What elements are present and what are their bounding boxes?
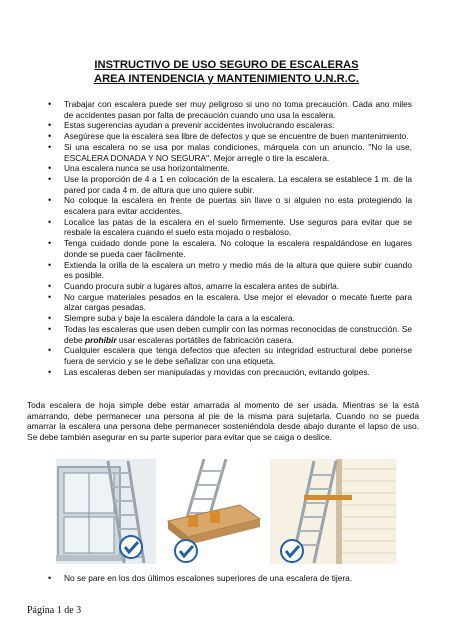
check-icon <box>175 540 197 562</box>
list-item: • Trabajar con escalera puede ser muy peligroso si uno no toma precaución. Cada ano miles de accidentes pasan por falta de precaución cuando uno usa la escalera. <box>64 99 412 120</box>
norms-text-after: usar escaleras portátiles de fabricación casera. <box>116 334 294 345</box>
document-title <box>0 59 453 86</box>
safety-bullet-list <box>64 99 412 377</box>
list-item: • Estas sugerencias ayudan a prevenir accidentes involucrando escaleras: <box>64 120 412 131</box>
list-item: • Extienda la orilla de la escalera un metro y medio más de la altura que quiere subir cuando es posible. <box>64 260 412 281</box>
ladder-window-illustration <box>56 459 156 564</box>
title-line-1: INSTRUCTIVO DE USO SEGURO DE ESCALERAS <box>94 59 359 71</box>
ladder-base-illustration <box>164 459 264 564</box>
list-item: • Use la proporción de 4 a 1 en colocación de la escalera. La escalera se establece 1 m. de la pared por cada 4 m. de altura que uno quiere subir. <box>64 174 412 195</box>
stepladder-bullet: • No se pare en los dos últimos escalones superiores de una escalera de tijera. <box>64 573 412 584</box>
check-icon <box>281 540 303 562</box>
check-icon <box>120 536 142 558</box>
list-item: • Una escalera nunca se usa horizontalmente. <box>64 163 412 174</box>
list-item: • Las escaleras deben ser manipuladas y movidas con precaución, evitando golpes. <box>64 367 412 378</box>
list-item: • No cargue materiales pesados en la escalera. Use mejor el elevador o mecate fuerte para alzar cargas pesadas. <box>64 292 412 313</box>
page-footer: Página 1 de 3 <box>27 605 82 616</box>
list-item: • Cuando procura subir a lugares altos, amarre la escalera antes de subirla. <box>64 281 412 292</box>
list-item: • No coloque la escalera en frente de puertas sin llave o si alguien no esta protegiendo la escalera para evitar accidentes. <box>64 195 412 216</box>
list-item: • Siempre suba y baje la escalera dándole la cara a la escalera. <box>64 313 412 324</box>
list-item: • Tenga cuidado donde pone la escalera. No coloque la escalera respaldándose en lugares donde se pueda caer fácilmente. <box>64 238 412 259</box>
list-item: • Localice las patas de la escalera en el suelo firmemente. Use seguros para evitar que se resbale la escalera cuando el suelo esta mojado o resbaloso. <box>64 217 412 238</box>
list-item: • Cualquier escalera que tenga defectos que afecten su integridad estructural debe ponerse fuera de servicio y se le debe señalizar con una etiqueta. <box>64 345 412 366</box>
tie-ladder-paragraph: Toda escalera de hoja simple debe estar amarrada al momento de ser usada. Mientras se la está amarrando, debe permanecer una persona al pie de la misma para sujetarla. Cuando no se pueda amarrar la escalera una persona debe permanecer sosteniéndola desde abajo durante el lapso de uso. Se debe también asegurar en su parte superior para evitar que se caiga o deslice. <box>27 400 419 442</box>
list-item: • Si una escalera no se usa por malas condiciones, márquela con un anuncio. "No la use, ESCALERA DONADA Y NO SEGURA". Mejor arregle o tire la escalera. <box>64 142 412 163</box>
list-item-norms <box>64 324 412 345</box>
norms-text-before: Todas las escaleras que usen deben cumplir con las normas reconocidas de construcción. Se debe <box>64 323 412 345</box>
list-item: • Asegúrese que la escalera sea libre de defectos y que se encuentre de buen mantenimiento. <box>64 131 412 142</box>
ladder-wall-strap-illustration <box>270 459 396 564</box>
norms-emphasis: prohibir <box>84 334 117 345</box>
title-line-2: AREA INTENDENCIA y MANTENIMIENTO U.N.R.C. <box>94 72 359 85</box>
illustrations-row <box>56 459 396 569</box>
